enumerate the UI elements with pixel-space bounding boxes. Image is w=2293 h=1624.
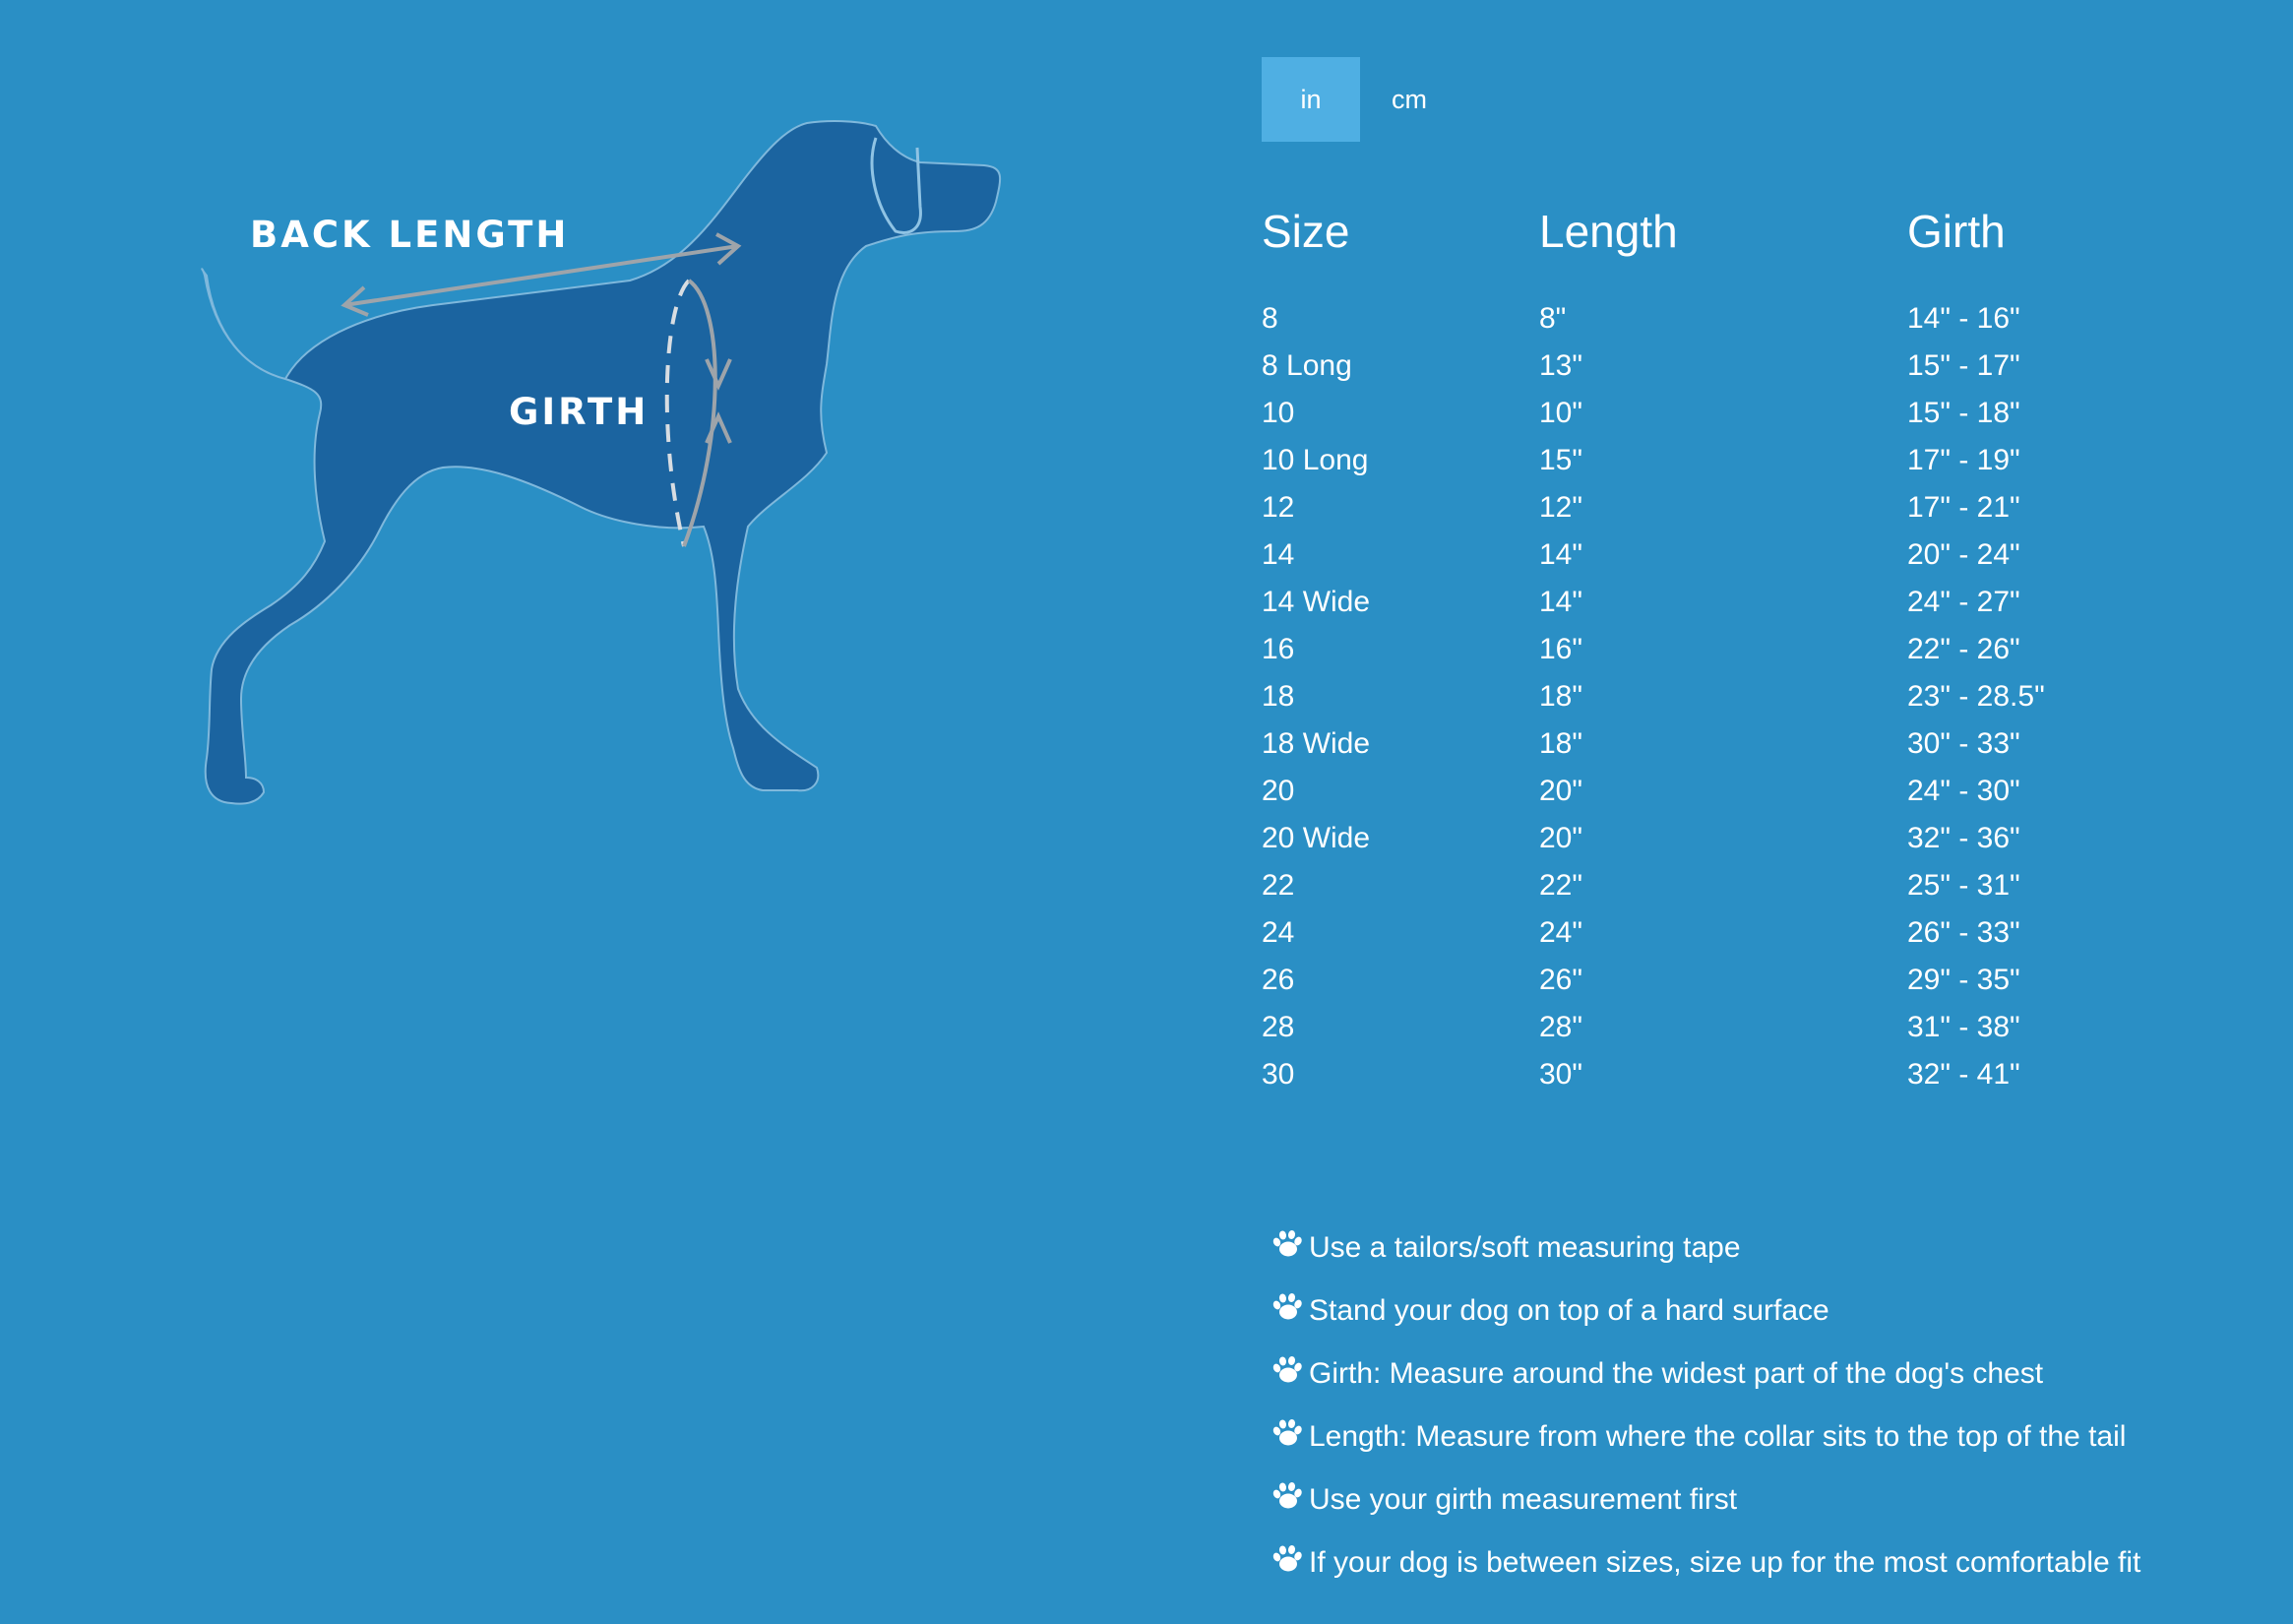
cell-length: 14": [1539, 538, 1583, 571]
cell-girth: 15" - 18": [1907, 397, 2020, 429]
cell-girth: 15" - 17": [1907, 349, 2020, 382]
cell-length: 13": [1539, 349, 1583, 382]
cell-size: 8 Long: [1262, 349, 1352, 382]
cell-size: 8: [1262, 302, 1278, 335]
cell-size: 18: [1262, 680, 1295, 713]
table-row: [1262, 909, 2153, 957]
table-row: [1262, 295, 2153, 343]
tip-text: Stand your dog on top of a hard surface: [1309, 1294, 1829, 1327]
table-row: [1262, 484, 2153, 531]
paw-icon: [1270, 1416, 1303, 1450]
cell-length: 20": [1539, 775, 1583, 807]
table-row: [1262, 720, 2153, 768]
paw-icon: [1270, 1353, 1303, 1387]
cell-girth: 24" - 30": [1907, 775, 2020, 807]
cell-length: 10": [1539, 397, 1583, 429]
size-chart-table: [1262, 205, 2153, 1098]
list-item: [1270, 1343, 2140, 1405]
cell-length: 24": [1539, 916, 1583, 949]
cell-girth: 17" - 19": [1907, 444, 2020, 476]
measuring-tips-list: [1270, 1217, 2140, 1594]
tip-text: Girth: Measure around the widest part of the dog's chest: [1309, 1357, 2044, 1390]
table-row: [1262, 768, 2153, 815]
table-row: [1262, 579, 2153, 626]
cell-girth: 23" - 28.5": [1907, 680, 2045, 713]
size-table-body: [1262, 295, 2153, 1098]
cell-length: 8": [1539, 302, 1567, 335]
list-item: [1270, 1217, 2140, 1280]
cell-girth: 14" - 16": [1907, 302, 2020, 335]
table-row: [1262, 673, 2153, 720]
unit-button-in[interactable]: in: [1262, 57, 1360, 142]
list-item: [1270, 1531, 2140, 1594]
table-row: [1262, 343, 2153, 390]
cell-size: 16: [1262, 633, 1295, 665]
cell-length: 30": [1539, 1058, 1583, 1091]
cell-girth: 30" - 33": [1907, 727, 2020, 760]
table-header-row: [1262, 205, 2153, 295]
tip-text: Length: Measure from where the collar sits to the top of the tail: [1309, 1420, 2127, 1453]
cell-girth: 32" - 41": [1907, 1058, 2020, 1091]
cell-length: 28": [1539, 1011, 1583, 1043]
cell-length: 22": [1539, 869, 1583, 902]
cell-size: 10 Long: [1262, 444, 1369, 476]
cell-girth: 22" - 26": [1907, 633, 2020, 665]
list-item: [1270, 1468, 2140, 1531]
girth-label: GIRTH: [509, 391, 650, 433]
cell-size: 20 Wide: [1262, 822, 1371, 854]
cell-size: 28: [1262, 1011, 1295, 1043]
paw-icon: [1270, 1479, 1303, 1513]
tip-text: Use your girth measurement first: [1309, 1483, 1738, 1516]
header-length: Length: [1539, 206, 1678, 257]
cell-size: 22: [1262, 869, 1295, 902]
cell-girth: 20" - 24": [1907, 538, 2020, 571]
table-row: [1262, 531, 2153, 579]
table-row: [1262, 957, 2153, 1004]
cell-girth: 26" - 33": [1907, 916, 2020, 949]
cell-size: 20: [1262, 775, 1295, 807]
list-item: [1270, 1405, 2140, 1468]
table-row: [1262, 815, 2153, 862]
cell-girth: 31" - 38": [1907, 1011, 2020, 1043]
back-length-label: BACK LENGTH: [250, 214, 570, 256]
cell-size: 14 Wide: [1262, 586, 1371, 618]
unit-toggle: [1262, 57, 1458, 142]
cell-length: 15": [1539, 444, 1583, 476]
cell-length: 18": [1539, 727, 1583, 760]
cell-length: 14": [1539, 586, 1583, 618]
paw-icon: [1270, 1542, 1303, 1576]
paw-icon: [1270, 1290, 1303, 1324]
table-row: [1262, 390, 2153, 437]
cell-length: 20": [1539, 822, 1583, 854]
cell-girth: 17" - 21": [1907, 491, 2020, 524]
cell-girth: 32" - 36": [1907, 822, 2020, 854]
tip-text: Use a tailors/soft measuring tape: [1309, 1231, 1741, 1264]
cell-size: 12: [1262, 491, 1295, 524]
unit-button-cm[interactable]: cm: [1360, 57, 1458, 142]
cell-length: 18": [1539, 680, 1583, 713]
paw-icon: [1270, 1227, 1303, 1261]
table-row: [1262, 1004, 2153, 1051]
cell-size: 26: [1262, 964, 1295, 996]
cell-size: 30: [1262, 1058, 1295, 1091]
tip-text: If your dog is between sizes, size up for the most comfortable fit: [1309, 1546, 2141, 1579]
cell-length: 16": [1539, 633, 1583, 665]
table-row: [1262, 437, 2153, 484]
cell-girth: 29" - 35": [1907, 964, 2020, 996]
table-row: [1262, 862, 2153, 909]
cell-girth: 25" - 31": [1907, 869, 2020, 902]
cell-size: 24: [1262, 916, 1295, 949]
cell-length: 26": [1539, 964, 1583, 996]
table-row: [1262, 626, 2153, 673]
cell-size: 18 Wide: [1262, 727, 1371, 760]
cell-length: 12": [1539, 491, 1583, 524]
list-item: [1270, 1280, 2140, 1343]
header-size: Size: [1262, 206, 1350, 257]
cell-size: 10: [1262, 397, 1295, 429]
table-row: [1262, 1051, 2153, 1098]
cell-size: 14: [1262, 538, 1295, 571]
cell-girth: 24" - 27": [1907, 586, 2020, 618]
header-girth: Girth: [1907, 206, 2006, 257]
